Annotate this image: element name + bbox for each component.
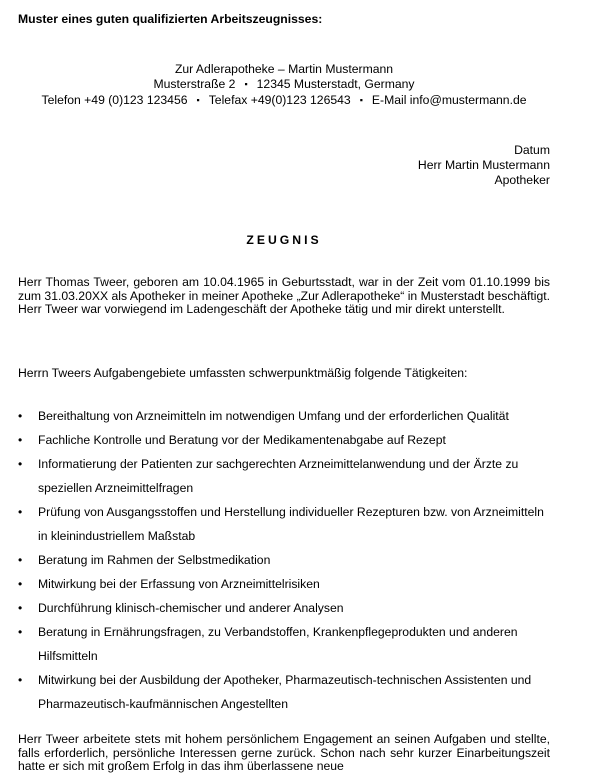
bullet-icon: • xyxy=(18,601,23,615)
list-item xyxy=(18,452,552,500)
bullet-icon: • xyxy=(18,553,23,567)
task-text: Beratung im Rahmen der Selbstmedikation xyxy=(38,553,271,567)
list-item xyxy=(18,404,552,428)
sender-street-line xyxy=(0,77,568,93)
bullet-icon: • xyxy=(18,433,23,447)
sender-address xyxy=(0,62,568,109)
list-item xyxy=(18,548,552,572)
sender-street: Musterstraße 2 xyxy=(153,77,236,91)
task-text: Beratung in Ernährungsfragen, zu Verbandstoffen, Krankenpflegeprodukten und anderen Hilfsmitteln xyxy=(38,625,518,663)
sender-email: E-Mail info@mustermann.de xyxy=(371,93,527,107)
task-text: Prüfung von Ausgangsstoffen und Herstellung individueller Rezepturen bzw. von Arzneimitteln in kleinindustriellem Maßstab xyxy=(38,505,544,543)
task-list xyxy=(18,404,552,716)
document-title: ZEUGNIS xyxy=(246,233,322,247)
document-heading: Muster eines guten qualifizierten Arbeitszeugnisses: xyxy=(18,12,323,26)
separator: ▪ xyxy=(196,95,200,105)
list-item xyxy=(18,620,552,668)
task-text: Mitwirkung bei der Ausbildung der Apotheker, Pharmazeutisch-technischen Assistenten und Pharmazeutisch-kaufmännischen Angestellten xyxy=(38,673,532,711)
signer-role: Apotheker xyxy=(494,173,550,187)
sender-phone: Telefon +49 (0)123 123456 xyxy=(41,93,188,107)
sender-city: 12345 Musterstadt, Germany xyxy=(256,77,415,91)
bullet-icon: • xyxy=(18,673,23,687)
task-text: Informatierung der Patienten zur sachgerechten Arzneimittelanwendung und der Ärzte zu speziellen Arzneimittelfragen xyxy=(38,457,519,495)
tasks-intro-paragraph: Herrn Tweers Aufgabengebiete umfassten schwerpunktmäßig folgende Tätigkeiten: xyxy=(18,366,468,380)
task-text: Bereithaltung von Arzneimitteln im notwendigen Umfang und der erforderlichen Qualität xyxy=(38,409,509,423)
list-item xyxy=(18,500,552,548)
closing-paragraph: Herr Tweer arbeitete stets mit hohem persönlichem Engagement an seinen Aufgaben und stellte, falls erforderlich, persönliche Interessen gerne zurück. Schon nach sehr kurzer Einarbeitungszeit hatte er sich mit großem Erfolg in das ihm überlassene neue xyxy=(18,732,550,774)
signer-name: Herr Martin Mustermann xyxy=(417,158,550,172)
intro-paragraph: Herr Thomas Tweer, geboren am 10.04.1965 in Geburtsstadt, war in der Zeit vom 01.10.1999 bis zum 31.03.20XX als Apotheker in meiner Apotheke „Zur Adlerapotheke“ in Musterstadt beschäftigt. Herr Tweer war vorwiegend im Ladengeschäft der Apotheke tätig und mir direkt unterstellt. xyxy=(18,275,550,317)
list-item xyxy=(18,428,552,452)
bullet-icon: • xyxy=(18,409,23,423)
sender-name: Zur Adlerapotheke – Martin Mustermann xyxy=(174,62,394,76)
separator: ▪ xyxy=(244,79,248,89)
sender-fax: Telefax +49(0)123 126543 xyxy=(208,93,351,107)
list-item xyxy=(18,596,552,620)
bullet-icon: • xyxy=(18,577,23,591)
list-item xyxy=(18,668,552,716)
task-text: Mitwirkung bei der Erfassung von Arzneimittelrisiken xyxy=(38,577,320,591)
bullet-icon: • xyxy=(18,505,23,519)
sender-contact-line xyxy=(0,93,568,109)
bullet-icon: • xyxy=(18,625,23,639)
date-label: Datum xyxy=(514,143,550,157)
separator: ▪ xyxy=(359,95,363,105)
task-text: Durchführung klinisch-chemischer und anderer Analysen xyxy=(38,601,344,615)
signature-block xyxy=(418,143,550,188)
list-item xyxy=(18,572,552,596)
bullet-icon: • xyxy=(18,457,23,471)
task-text: Fachliche Kontrolle und Beratung vor der Medikamentenabgabe auf Rezept xyxy=(38,433,446,447)
